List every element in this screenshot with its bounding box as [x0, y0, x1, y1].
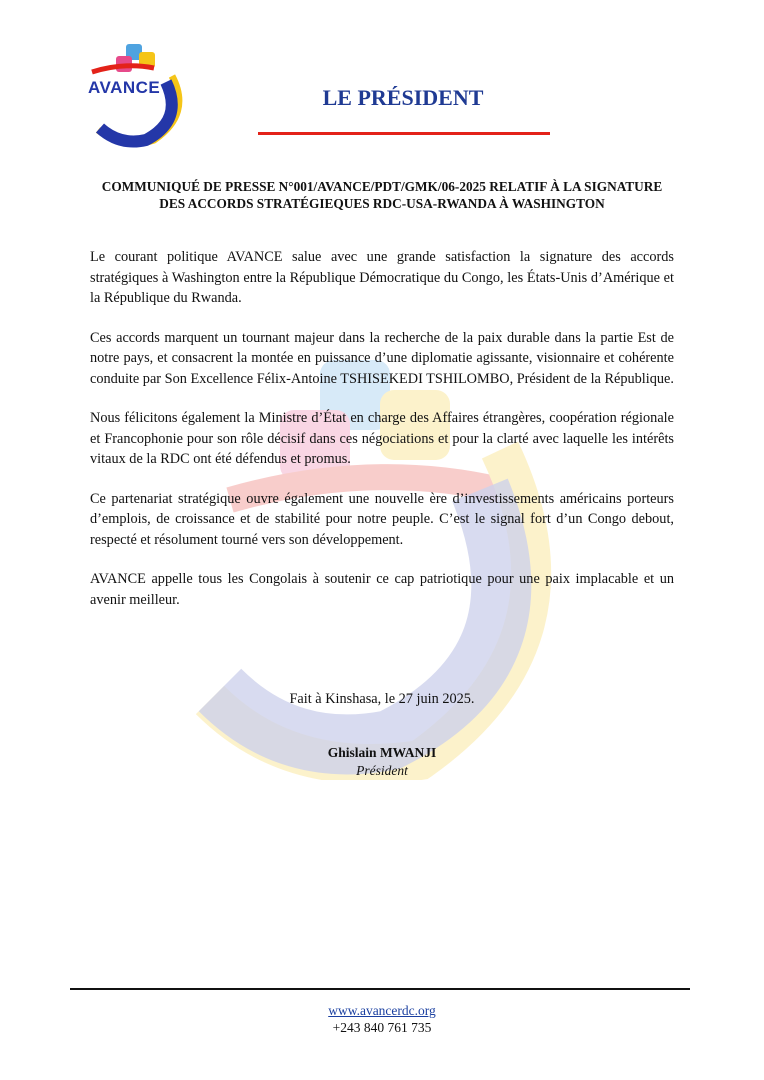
paragraph: Le courant politique AVANCE salue avec une grande satisfaction la signature des accords stratégiques à Washington entre la République Démocratique du Congo, les États-Unis d’Amérique et la République du Rwanda. — [90, 249, 674, 306]
paragraph: Ce partenariat stratégique ouvre également une nouvelle ère d’investissements américains porteurs d’emplois, de croissance et de stabilité pour notre peuple. C’est le signal fort d’un Congo debout, respecté et résolument tourné vers son développement. — [90, 490, 674, 548]
page-title: LE PRÉSIDENT — [322, 85, 484, 110]
body-text — [90, 247, 674, 629]
press-release-heading: COMMUNIQUÉ DE PRESSE N°001/AVANCE/PDT/GMK/06-2025 RELATIF À LA SIGNATURE DES ACCORDS STRATÉGIEQUES RDC-USA-RWANDA À WASHINGTON — [101, 179, 663, 211]
paragraph: Ces accords marquent un tournant majeur dans la recherche de la paix durable dans la partie Est de notre pays, et consacrent la montée en puissance d’une diplomatie agissante, visionnaire et cohérente conduite par Son Excellence Félix-Antoine TSHISEKEDI TSHILOMBO, Président de la République. — [90, 329, 674, 387]
logo-text: AVANCE — [88, 78, 161, 97]
signatory-name: Ghislain MWANJI — [327, 745, 437, 760]
phone-number: +243 840 761 735 — [332, 1020, 432, 1035]
place-date: Fait à Kinshasa, le 27 juin 2025. — [289, 691, 475, 707]
paragraph: Nous félicitons également la Ministre d’État en charge des Affaires étrangères, coopération régionale et Francophonie pour son rôle décisif dans ces négociations et pour la clarté avec laquelle les intérêts vitaux de la RDC ont été défendus et promus. — [90, 410, 674, 467]
signatory-title: Président — [356, 763, 408, 778]
paragraph: AVANCE appelle tous les Congolais à soutenir ce cap patriotique pour une paix implacable et un avenir meilleur. — [90, 571, 674, 608]
footer-divider — [70, 988, 690, 990]
avance-logo — [84, 42, 194, 152]
header-divider — [258, 132, 550, 135]
website-link[interactable]: www.avancerdc.org — [328, 1003, 436, 1018]
